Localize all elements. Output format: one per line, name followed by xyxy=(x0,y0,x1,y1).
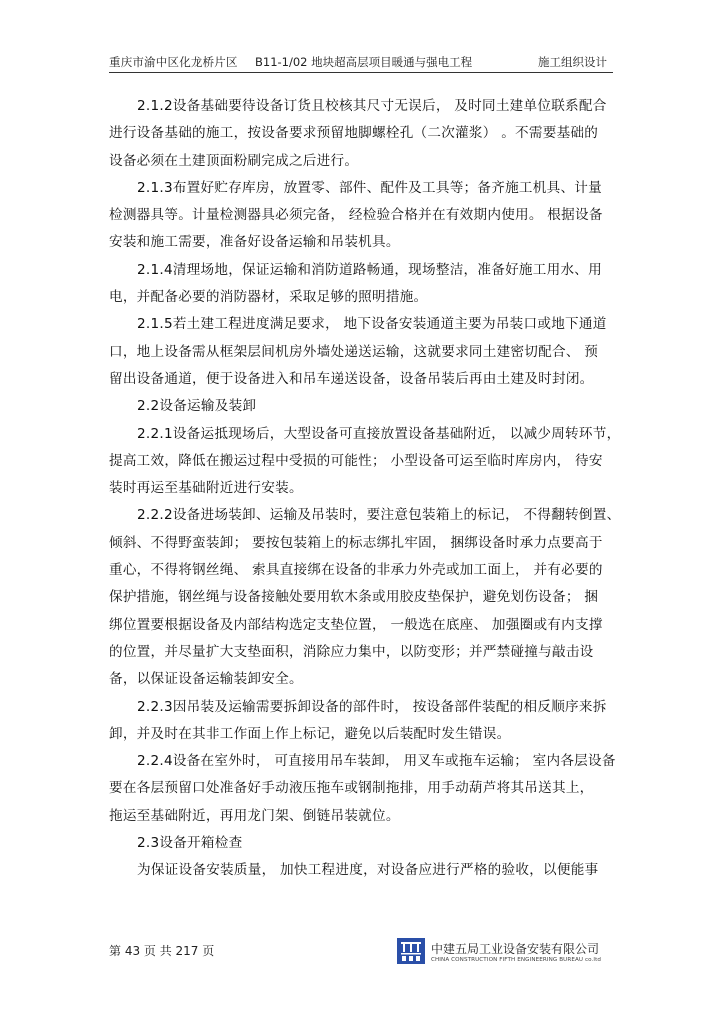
header-divider xyxy=(109,72,613,73)
page-header xyxy=(109,53,613,71)
text-line: 2.2.1设备运抵现场后，大型设备可直接放置设备基础附近， 以减少周转环节， xyxy=(137,425,621,442)
page-footer xyxy=(109,938,613,978)
text-line: 备，以保证设备运输装卸安全。 xyxy=(109,671,303,688)
section-heading: 2.3设备开箱检查 xyxy=(137,835,243,852)
header-project-title: B11-1/02 地块超高层项目暖通与强电工程 xyxy=(255,55,473,69)
text-line: 绑位置要根据设备及内部结构选定支垫位置， 一般选在底座、 加强圈或有内支撑 xyxy=(109,616,603,633)
text-line: 装时再运至基础附近进行安装。 xyxy=(109,480,303,497)
company-name-en: CHINA CONSTRUCTION FIFTH ENGINEERING BUREAU co.ltd xyxy=(431,957,602,963)
text-line: 提高工效，降低在搬运过程中受损的可能性； 小型设备可运至临时库房内， 待安 xyxy=(109,452,603,469)
header-document-type: 施工组织设计 xyxy=(538,55,607,69)
section-heading: 2.2设备运输及装卸 xyxy=(137,398,257,415)
text-line: 2.2.3因吊装及运输需要拆卸设备的部件时， 按设备部件装配的相反顺序来拆 xyxy=(137,698,607,715)
text-line: 口，地上设备需从框架层间机房外墙处递送运输，这就要求同土建密切配合、 预 xyxy=(109,343,599,360)
text-line: 重心，不得将钢丝绳、 索具直接绑在设备的非承力外壳或加工面上， 并有必要的 xyxy=(109,562,603,579)
text-line: 留出设备通道，便于设备进入和吊车递送设备，设备吊装后再由土建及时封闭。 xyxy=(109,370,594,387)
text-line: 安装和施工需要，准备好设备运输和吊装机具。 xyxy=(109,234,400,251)
text-line: 为保证设备安装质量， 加快工程进度，对设备应进行严格的验收，以便能事 xyxy=(137,862,599,879)
text-line: 倾斜、不得野蛮装卸； 要按包装箱上的标志绑扎牢固， 捆绑设备时承力点要高于 xyxy=(109,534,603,551)
text-line: 卸，并及时在其非工作面上作上标记，避免以后装配时发生错误。 xyxy=(109,725,511,742)
text-line: 2.2.4设备在室外时， 可直接用吊车装卸， 用叉车或拖车运输； 室内各层设备 xyxy=(137,753,616,770)
text-line: 拖运至基础附近，再用龙门架、倒链吊装就位。 xyxy=(109,807,400,824)
text-line: 电，并配备必要的消防器材，采取足够的照明措施。 xyxy=(109,289,428,306)
text-line: 2.2.2设备进场装卸、运输及吊装时，要注意包装箱上的标记， 不得翻转倒置、 xyxy=(137,507,621,524)
text-line: 的位置，并尽量扩大支垫面积，消除应力集中，以防变形；并严禁碰撞与敲击设 xyxy=(109,643,594,660)
text-line: 设备必须在土建顶面粉刷完成之后进行。 xyxy=(109,152,359,169)
text-line: 进行设备基础的施工，按设备要求预留地脚螺栓孔（二次灌浆） 。不需要基础的 xyxy=(109,125,599,142)
header-location: 重庆市渝中区化龙桥片区 xyxy=(109,55,238,69)
text-line: 2.1.3布置好贮存库房，放置零、部件、配件及工具等；备齐施工机具、计量 xyxy=(137,179,602,196)
page-number: 第 43 页 共 217 页 xyxy=(109,944,215,958)
text-line: 保护措施，钢丝绳与设备接触处要用软木条或用胶皮垫保护，避免划伤设备； 捆 xyxy=(109,589,599,606)
text-line: 2.1.4清理场地，保证运输和消防道路畅通，现场整洁，准备好施工用水、用 xyxy=(137,261,602,278)
company-name-cn: 中建五局工业设备安装有限公司 xyxy=(431,942,600,956)
text-line: 要在各层预留口处准备好手动液压拖车或钢制拖排，用手动葫芦将其吊送其上， xyxy=(109,780,594,797)
text-line: 2.1.5若土建工程进度满足要求， 地下设备安装通道主要为吊装口或地下通道 xyxy=(137,316,607,333)
document-body xyxy=(109,93,621,885)
text-line: 检测器具等。计量检测器具必须完备， 经检验合格并在有效期内使用。 根据设备 xyxy=(109,207,603,224)
company-logo-icon xyxy=(397,938,425,964)
text-line: 2.1.2设备基础要待设备订货且校核其尺寸无误后， 及时同土建单位联系配合 xyxy=(137,98,607,114)
